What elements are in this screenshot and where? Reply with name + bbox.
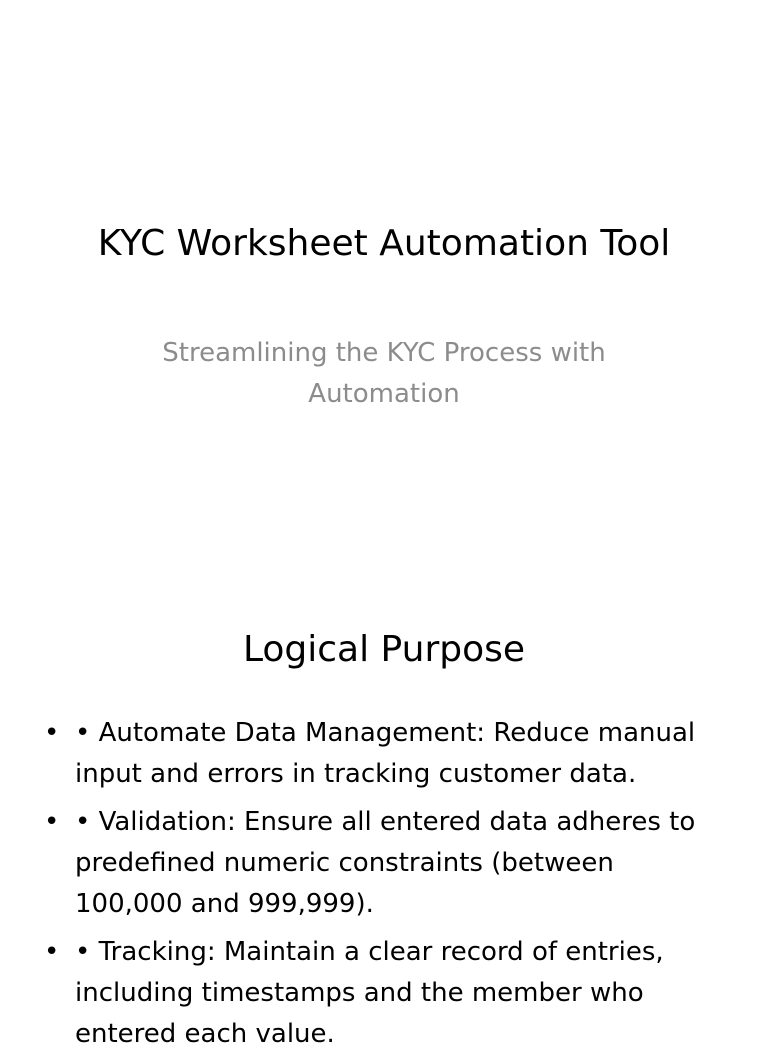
bullet-icon: •: [44, 807, 60, 837]
slide-title: KYC Worksheet Automation Tool: [97, 223, 671, 264]
bullet-text: • Automate Data Management: Reduce manual input and errors in tracking customer data.: [75, 718, 696, 789]
bullet-text: • Validation: Ensure all entered data adheres to predefined numeric constraints (between 100,000 and 999,999).: [75, 807, 696, 919]
slide-title: Logical Purpose: [242, 629, 526, 670]
bullet-text: • Tracking: Maintain a clear record of entries, including timestamps and the member who entered each value.: [75, 937, 664, 1049]
slide-subtitle: Streamlining the KYC Process with Automation: [162, 338, 606, 409]
list-item: [0, 932, 768, 1055]
content-slide: [0, 576, 768, 1049]
list-item: [0, 802, 768, 925]
bullet-icon: •: [44, 937, 60, 967]
bullet-list: [0, 713, 768, 1062]
list-item: [0, 713, 768, 795]
bullet-icon: •: [44, 718, 60, 748]
